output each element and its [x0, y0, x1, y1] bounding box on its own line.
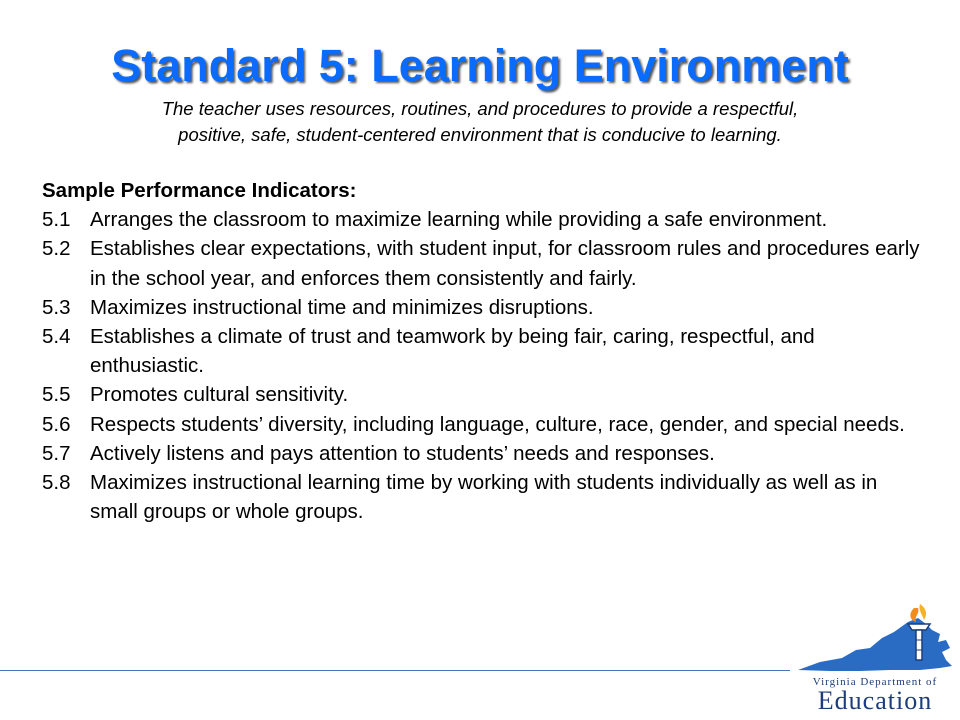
- indicator-number: 5.6: [42, 412, 71, 436]
- indicator-number: 5.3: [42, 295, 71, 319]
- indicator-text: Establishes a climate of trust and teamwork by being fair, caring, respectful, and enthusiastic.: [90, 325, 815, 378]
- indicator-number: 5.5: [42, 383, 71, 407]
- footer-divider: [0, 670, 790, 671]
- indicator-item: [42, 293, 922, 322]
- indicator-number: 5.2: [42, 237, 71, 261]
- indicator-item: [42, 439, 922, 468]
- subtitle-line-2: positive, safe, student-centered environment that is conducive to learning.: [178, 124, 782, 145]
- logo-education-text: Education: [817, 686, 933, 715]
- indicator-text: Maximizes instructional learning time by working with students individually as well as in small groups or whole groups.: [90, 471, 878, 524]
- indicator-number: 5.7: [42, 441, 71, 465]
- logo-department-text: Virginia Department of: [812, 676, 938, 688]
- slide-title: Standard 5: Learning Environment: [111, 40, 849, 91]
- indicator-item: [42, 380, 922, 409]
- indicator-number: 5.1: [42, 208, 71, 232]
- performance-indicators: [42, 176, 922, 526]
- indicator-item: [42, 322, 922, 380]
- indicators-heading: Sample Performance Indicators:: [42, 179, 357, 202]
- indicator-text: Promotes cultural sensitivity.: [90, 383, 349, 407]
- indicator-item: [42, 234, 922, 292]
- indicator-item: [42, 205, 922, 234]
- indicator-text: Actively listens and pays attention to students’ needs and responses.: [90, 441, 715, 465]
- indicator-number: 5.4: [42, 325, 71, 349]
- subtitle-line-1: The teacher uses resources, routines, and procedures to provide a respectful,: [161, 98, 799, 119]
- indicator-item: [42, 410, 922, 439]
- indicator-text: Respects students’ diversity, including language, culture, race, gender, and special needs.: [90, 412, 905, 436]
- indicator-text: Maximizes instructional time and minimizes disruptions.: [90, 295, 594, 319]
- indicator-number: 5.8: [42, 471, 71, 495]
- indicator-text: Establishes clear expectations, with student input, for classroom rules and procedures early in the school year, and enforces them consistently and fairly.: [90, 237, 920, 290]
- slide-subtitle: [40, 96, 920, 148]
- indicator-item: [42, 468, 922, 526]
- indicator-text: Arranges the classroom to maximize learning while providing a safe environment.: [90, 208, 828, 232]
